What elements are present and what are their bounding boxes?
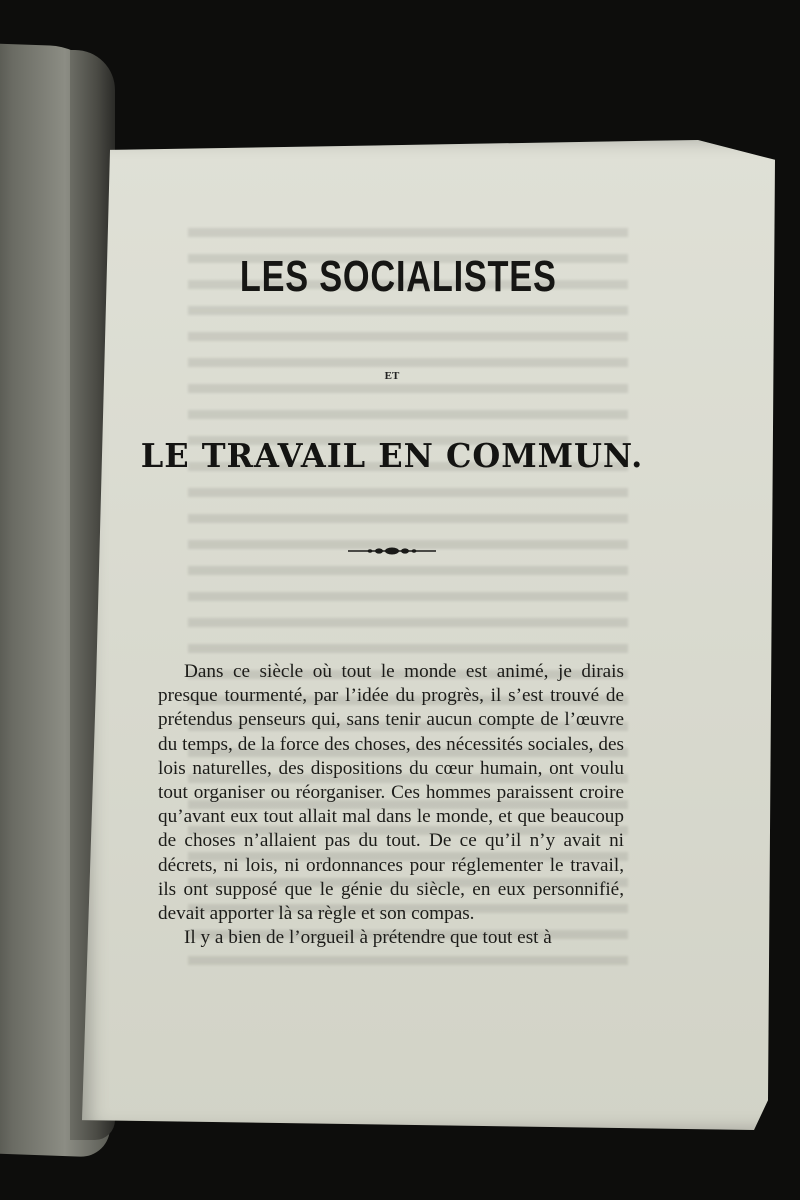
ornamental-divider-icon [346,545,438,557]
page-subtitle: LE TRAVAIL EN COMMUN. [140,436,644,475]
paragraph: Dans ce siècle où tout le monde est animé, je dirais presque tourmenté, par l’idée du progrès, il s’est trouvé de prétendus penseurs qui, sans tenir aucun compte de l’œuvre du temps, de la force des choses, des nécessités sociales, des lois naturelles, des dispositions du cœur humain, ont voulu tout organiser ou réorganiser. Ces hommes paraissent croire qu’avant eux tout allait mal dans le monde, et que beaucoup de choses n’allaient pas du tout. De ce qu’il n’y avait ni décrets, ni lois, ni ordonnances pour réglementer le travail, ils ont supposé que le génie du siècle, en eux personnifié, devait apporter là sa règle et son compas. [158,661,624,925]
page-title: LES SOCIALISTES [239,252,557,301]
paragraph: Il y a bien de l’orgueil à prétendre que tout est à [184,927,552,949]
title-conjunction: ET [384,370,400,382]
body-text [158,660,624,950]
